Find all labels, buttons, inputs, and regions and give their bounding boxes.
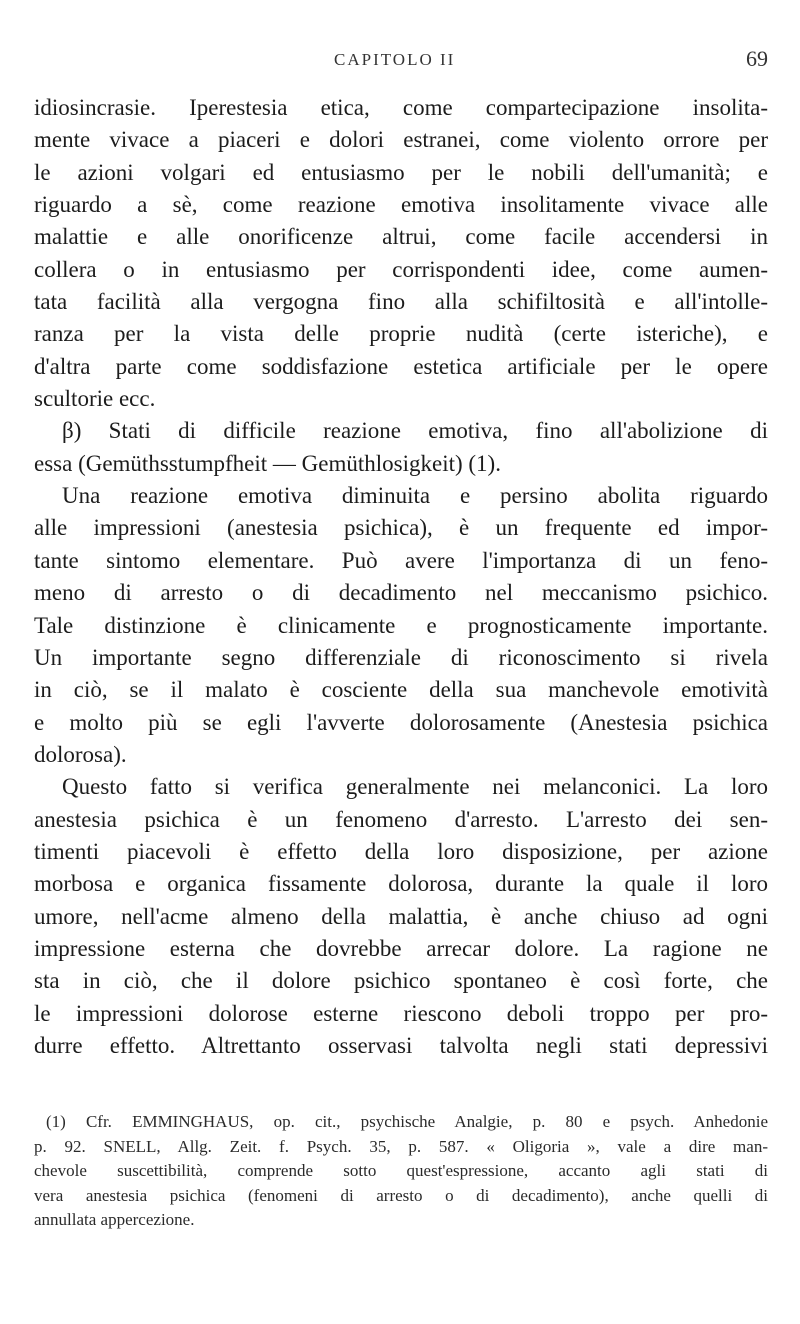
text-line: in ciò, se il malato è cosciente della sua manchevole emotività [34,677,768,703]
text-line: malattie e alle onorificenze altrui, come facile accendersi in [34,224,768,250]
section-heading-line: essa (Gemüthsstumpfheit — Gemüthlosigkeit) (1). [34,450,501,476]
text-line: scultorie ecc. [34,386,156,412]
text-line: timenti piacevoli è effetto della loro disposizione, per azione [34,838,768,864]
text-line: Questo fatto si verifica generalmente nei melanconici. La loro [62,774,768,800]
text-line: Tale distinzione è clinicamente e prognosticamente importante. [34,612,768,638]
text-line: impressione esterna che dovrebbe arrecar dolore. La ragione ne [34,935,768,961]
text-line: dolorosa). [34,741,127,767]
footnote-line: p. 92. SNELL, Allg. Zeit. f. Psych. 35, p. 587. « Oligoria », vale a dire man- [34,1136,768,1156]
footnote-line: (1) Cfr. EMMINGHAUS, op. cit., psychische Analgie, p. 80 e psych. Anhedonie [46,1112,768,1131]
book-page [34,0,768,1324]
text-line: d'altra parte come soddisfazione estetica artificiale per le opere [34,353,768,379]
footnote-line: chevole suscettibilità, comprende sotto quest'espressione, accanto agli stati di [34,1161,768,1180]
footnote-line: vera anestesia psichica (fenomeni di arresto o di decadimento), anche quelli di [34,1185,768,1205]
footnotes [34,1110,768,1233]
text-line: durre effetto. Altrettanto osservasi talvolta negli stati depressivi [34,1032,768,1058]
text-line: collera o in entusiasmo per corrispondenti idee, come aumen- [34,256,768,282]
text-line: idiosincrasie. Iperestesia etica, come compartecipazione insolita- [34,95,768,120]
text-line: le azioni volgari ed entusiasmo per le nobili dell'umanità; e [34,159,768,185]
text-line: umore, nell'acme almeno della malattia, è anche chiuso ad ogni [34,903,768,929]
text-line: morbosa e organica fissamente dolorosa, durante la quale il loro [34,871,768,897]
text-line: meno di arresto o di decadimento nel meccanismo psichico. [34,580,768,606]
text-line: mente vivace a piaceri e dolori estranei, come violento orrore per [34,127,768,153]
main-text [34,92,768,1062]
text-line: alle impressioni (anestesia psichica), è un frequente ed impor- [34,515,768,541]
text-line: Una reazione emotiva diminuita e persino abolita riguardo [62,483,768,509]
text-line: e molto più se egli l'avverte dolorosamente (Anestesia psichica [34,709,768,735]
text-line: le impressioni dolorose esterne riescono deboli troppo per pro- [34,1000,768,1026]
text-line: anestesia psichica è un fenomeno d'arresto. L'arresto dei sen- [34,806,768,832]
text-line: sta in ciò, che il dolore psichico spontaneo è così forte, che [34,968,768,994]
section-heading-line: β) Stati di difficile reazione emotiva, fino all'abolizione di [62,418,768,444]
footnote-line: annullata appercezione. [34,1210,195,1229]
page-number: 69 [746,46,768,71]
text-line: riguardo a sè, come reazione emotiva insolitamente vivace alle [34,192,768,218]
text-line: tante sintomo elementare. Può avere l'importanza di un feno- [34,547,768,573]
text-line: tata facilità alla vergogna fino alla schifiltosità e all'intolle- [34,289,768,315]
text-line: ranza per la vista delle proprie nudità (certe isteriche), e [34,321,768,347]
chapter-label: CAPITOLO II [334,50,456,69]
text-line: Un importante segno differenziale di riconoscimento si rivela [34,644,768,670]
running-header [34,46,768,76]
